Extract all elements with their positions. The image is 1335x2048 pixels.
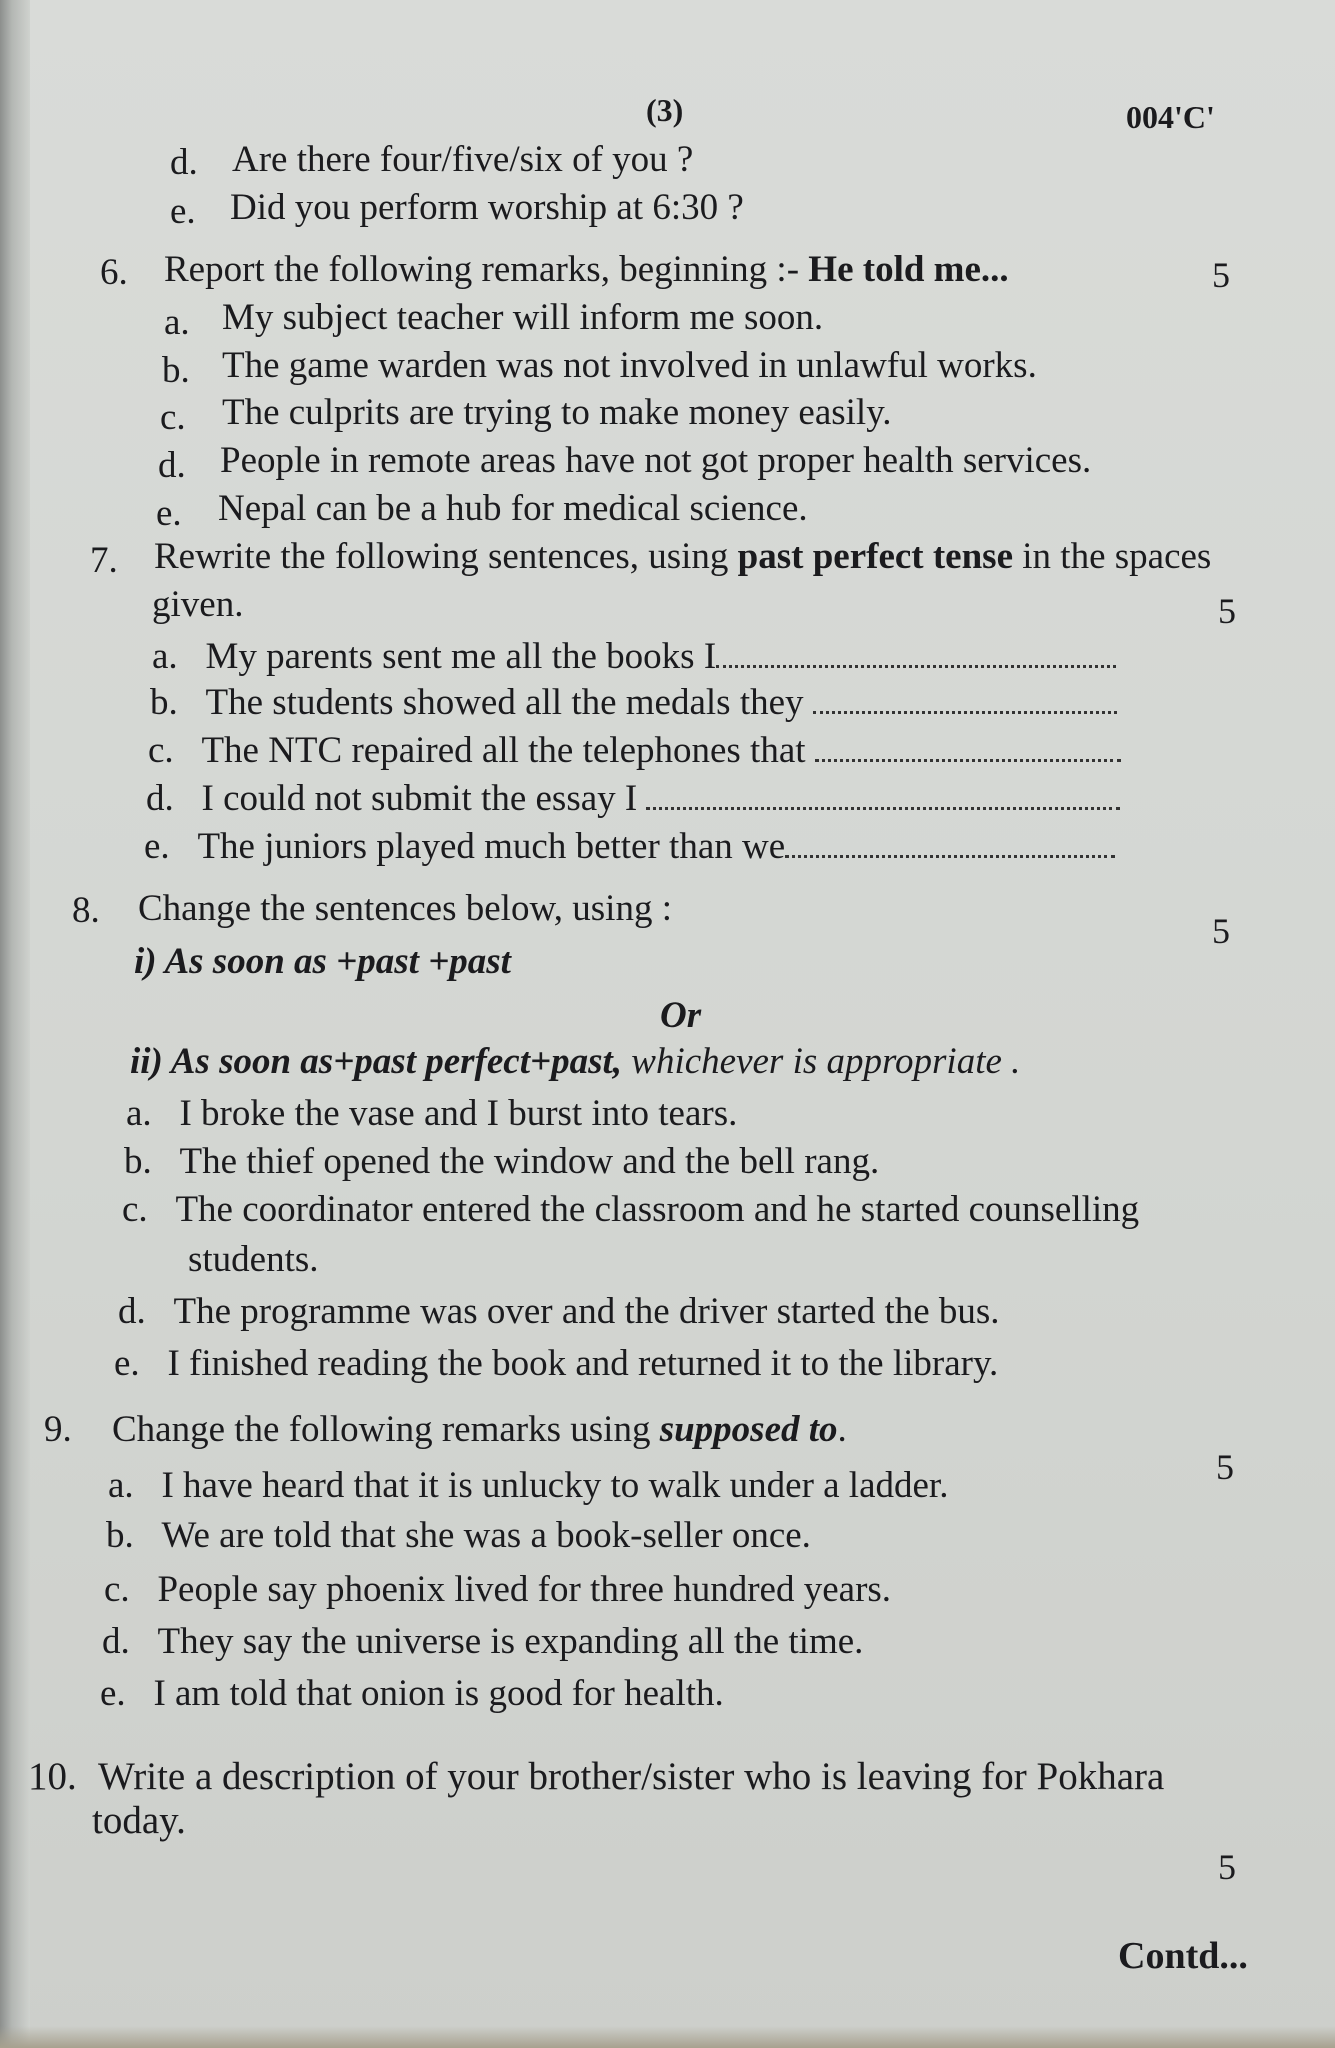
list-item: e. The juniors played much better than we (144, 827, 1115, 868)
list-item-letter: a. (164, 302, 190, 343)
question-number: 8. (72, 890, 100, 931)
list-item-letter: d. (158, 445, 186, 486)
list-item: a. I have heard that it is unlucky to walk under a ladder. (108, 1465, 949, 1506)
list-item-letter: b. (162, 350, 190, 391)
list-item-letter: d. (170, 142, 198, 183)
list-item: c. The coordinator entered the classroom and he started counselling (122, 1189, 1140, 1230)
list-item: Are there four/five/six of you ? (232, 139, 694, 180)
list-item: a. I broke the vase and I burst into tears. (126, 1093, 738, 1134)
question-marks: 5 (1218, 1847, 1236, 1887)
list-item-continuation: students. (188, 1239, 319, 1280)
list-item: The game warden was not involved in unlawful works. (222, 345, 1037, 386)
question-number: 6. (100, 252, 128, 293)
list-item: d. They say the universe is expanding all the time. (102, 1621, 864, 1662)
list-item: People in remote areas have not got proper health services. (220, 440, 1092, 481)
question-marks: 5 (1216, 1447, 1234, 1487)
question-marks: 5 (1212, 255, 1230, 295)
list-item: b. The students showed all the medals they (150, 683, 1117, 724)
question-instruction: Rewrite the following sentences, using past perfect tense in the spaces (154, 536, 1212, 577)
question-instruction-line2: today. (92, 1799, 186, 1842)
page-number: (3) (646, 92, 684, 128)
paper-code: 004'C' (1126, 99, 1215, 135)
list-item: The culprits are trying to make money easily. (222, 392, 892, 433)
option-separator: Or (660, 995, 702, 1036)
list-item: b. The thief opened the window and the bell rang. (124, 1141, 880, 1182)
question-number: 9. (44, 1409, 72, 1450)
list-item: Did you perform worship at 6:30 ? (230, 187, 744, 228)
list-item: d. I could not submit the essay I (146, 779, 1120, 820)
question-marks: 5 (1218, 591, 1236, 631)
list-item: e. I am told that onion is good for health. (100, 1673, 724, 1714)
question-instruction-line2: given. (152, 584, 244, 625)
paper-bottom-edge (0, 2026, 1335, 2048)
question-instruction: Report the following remarks, beginning :- He told me... (164, 249, 1009, 290)
list-item: b. We are told that she was a book-seller once. (106, 1515, 811, 1556)
list-item: c. The NTC repaired all the telephones that (148, 731, 1121, 772)
list-item: c. People say phoenix lived for three hundred years. (104, 1569, 892, 1610)
list-item-letter: e. (156, 493, 182, 534)
question-instruction: Change the following remarks using supposed to. (112, 1409, 847, 1450)
list-item: a. My parents sent me all the books I (152, 637, 1116, 678)
question-number: 10. (28, 1755, 77, 1798)
question-number: 7. (90, 540, 118, 581)
question-instruction: Write a description of your brother/sister who is leaving for Pokhara (98, 1755, 1165, 1798)
option-one: i) As soon as +past +past (134, 941, 511, 982)
list-item-letter: c. (160, 397, 186, 438)
list-item: My subject teacher will inform me soon. (222, 297, 824, 338)
list-item: Nepal can be a hub for medical science. (218, 488, 808, 529)
list-item-letter: e. (170, 191, 196, 232)
list-item: e. I finished reading the book and returned it to the library. (114, 1343, 999, 1384)
list-item: d. The programme was over and the driver started the bus. (118, 1291, 1000, 1332)
question-marks: 5 (1212, 911, 1230, 951)
paper-fold-edge (0, 0, 30, 2048)
question-instruction: Change the sentences below, using : (138, 888, 672, 929)
continued-label: Contd... (1118, 1935, 1248, 1977)
option-two: ii) As soon as+past perfect+past, whichever is appropriate . (130, 1041, 1021, 1082)
